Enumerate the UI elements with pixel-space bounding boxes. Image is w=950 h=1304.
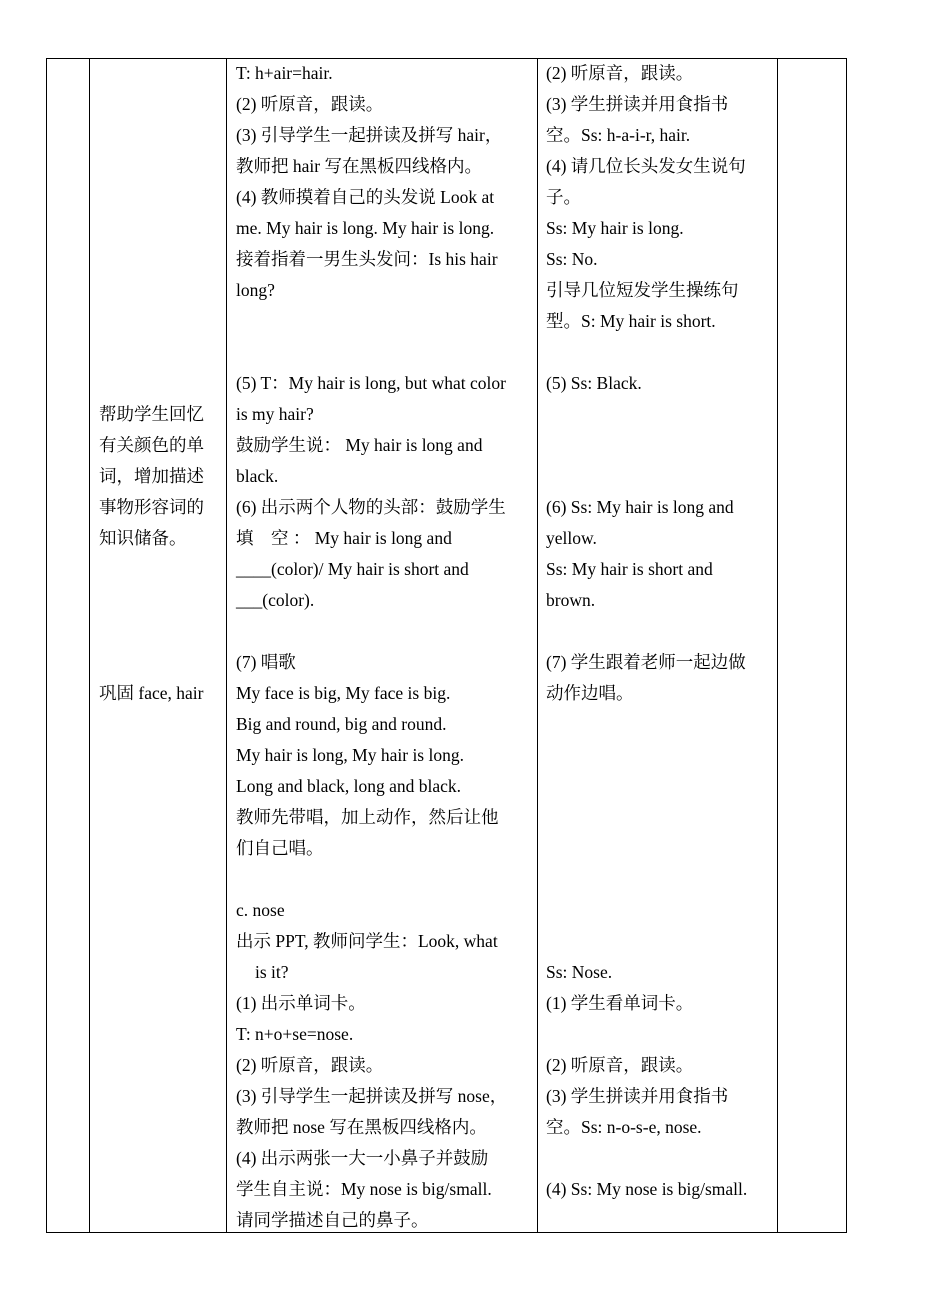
text-line: is my hair?: [236, 404, 314, 424]
aim-consolidate: 巩固 face, hair: [99, 683, 204, 703]
text-line: My face is big, My face is big.: [236, 683, 451, 703]
aim-recall-colors: [99, 399, 220, 554]
text-line: is it?: [255, 962, 289, 982]
text-line: 词，增加描述: [99, 466, 204, 486]
text-line: (5) T：My hair is long, but what color: [236, 373, 506, 393]
text-line: 事物形容词的: [99, 497, 204, 517]
text-line: yellow.: [546, 528, 597, 548]
column-divider: [537, 58, 538, 1233]
column-divider: [89, 58, 90, 1233]
text-line: black.: [236, 466, 279, 486]
text-line: 知识储备。: [99, 528, 187, 548]
text-line: 请同学描述自己的鼻子。: [236, 1210, 429, 1230]
text-line: 填 空 ： My hair is long and: [236, 528, 452, 548]
text-line: (2) 听原音，跟读。: [236, 94, 384, 114]
text-line: 子。: [546, 187, 581, 207]
text-line: (6) 出示两个人物的头部：鼓励学生: [236, 497, 506, 517]
text-line: brown.: [546, 590, 596, 610]
text-line: (3) 引导学生一起拼读及拼写 hair，: [236, 125, 503, 145]
text-line: (3) 引导学生一起拼读及拼写 nose，: [236, 1086, 508, 1106]
text-line: (7) 学生跟着老师一起边做: [546, 652, 746, 672]
text-line: (6) Ss: My hair is long and: [546, 497, 734, 517]
text-line: Big and round, big and round.: [236, 714, 447, 734]
text-line: Ss: My hair is short and: [546, 559, 713, 579]
text-line: (7) 唱歌: [236, 652, 296, 672]
column-divider: [226, 58, 227, 1233]
text-line: My hair is long, My hair is long.: [236, 745, 464, 765]
text-line: 动作边唱。: [546, 683, 634, 703]
column-divider: [777, 58, 778, 1233]
text-line: (2) 听原音，跟读。: [546, 1055, 694, 1075]
text-line: (1) 出示单词卡。: [236, 993, 366, 1013]
text-line: 出示 PPT, 教师问学生：Look, what: [236, 931, 498, 951]
text-line: 学生自主说：My nose is big/small.: [236, 1179, 492, 1199]
text-line: long?: [236, 280, 275, 300]
student-activity-column: [546, 58, 769, 1205]
text-line: (4) 教师摸着自己的头发说 Look at: [236, 187, 495, 207]
text-line: me. My hair is long. My hair is long.: [236, 218, 495, 238]
text-line: 型。S: My hair is short.: [546, 311, 716, 331]
aim-column: [99, 58, 220, 709]
text-line: T: n+o+se=nose.: [236, 1024, 354, 1044]
text-line: Ss: No.: [546, 249, 598, 269]
text-line: 引导几位短发学生操练句: [546, 280, 739, 300]
text-line: ____(color)/ My hair is short and: [236, 559, 469, 579]
text-line: (2) 听原音，跟读。: [546, 63, 694, 83]
text-line: (3) 学生拼读并用食指书: [546, 1086, 729, 1106]
text-line: 们自己唱。: [236, 838, 324, 858]
text-line: Ss: My hair is long.: [546, 218, 684, 238]
text-line: (5) Ss: Black.: [546, 373, 642, 393]
text-line: 鼓励学生说： My hair is long and: [236, 435, 483, 455]
text-line: (4) 请几位长头发女生说句: [546, 156, 746, 176]
text-line: 教师把 hair 写在黑板四线格内。: [236, 156, 482, 176]
text-line: (2) 听原音，跟读。: [236, 1055, 384, 1075]
text-line: (1) 学生看单词卡。: [546, 993, 694, 1013]
teacher-activity-column: [236, 58, 528, 1236]
text-line: (3) 学生拼读并用食指书: [546, 94, 729, 114]
text-line: T: h+air=hair.: [236, 63, 333, 83]
text-line: Long and black, long and black.: [236, 776, 462, 796]
text-line: ___(color).: [236, 590, 315, 610]
text-line: 接着指着一男生头发问：Is his hair: [236, 249, 498, 269]
text-line: Ss: Nose.: [546, 962, 613, 982]
text-line: 帮助学生回忆: [99, 404, 204, 424]
text-line: 有关颜色的单: [99, 435, 204, 455]
text-line: 空。Ss: h-a-i-r, hair.: [546, 125, 691, 145]
text-line: (4) 出示两张一大一小鼻子并鼓励: [236, 1148, 489, 1168]
text-line: 空。Ss: n-o-s-e, nose.: [546, 1117, 702, 1137]
text-line: c. nose: [236, 900, 285, 920]
text-line: (4) Ss: My nose is big/small.: [546, 1179, 748, 1199]
text-line: 教师把 nose 写在黑板四线格内。: [236, 1117, 487, 1137]
text-line: 教师先带唱，加上动作，然后让他: [236, 807, 499, 827]
